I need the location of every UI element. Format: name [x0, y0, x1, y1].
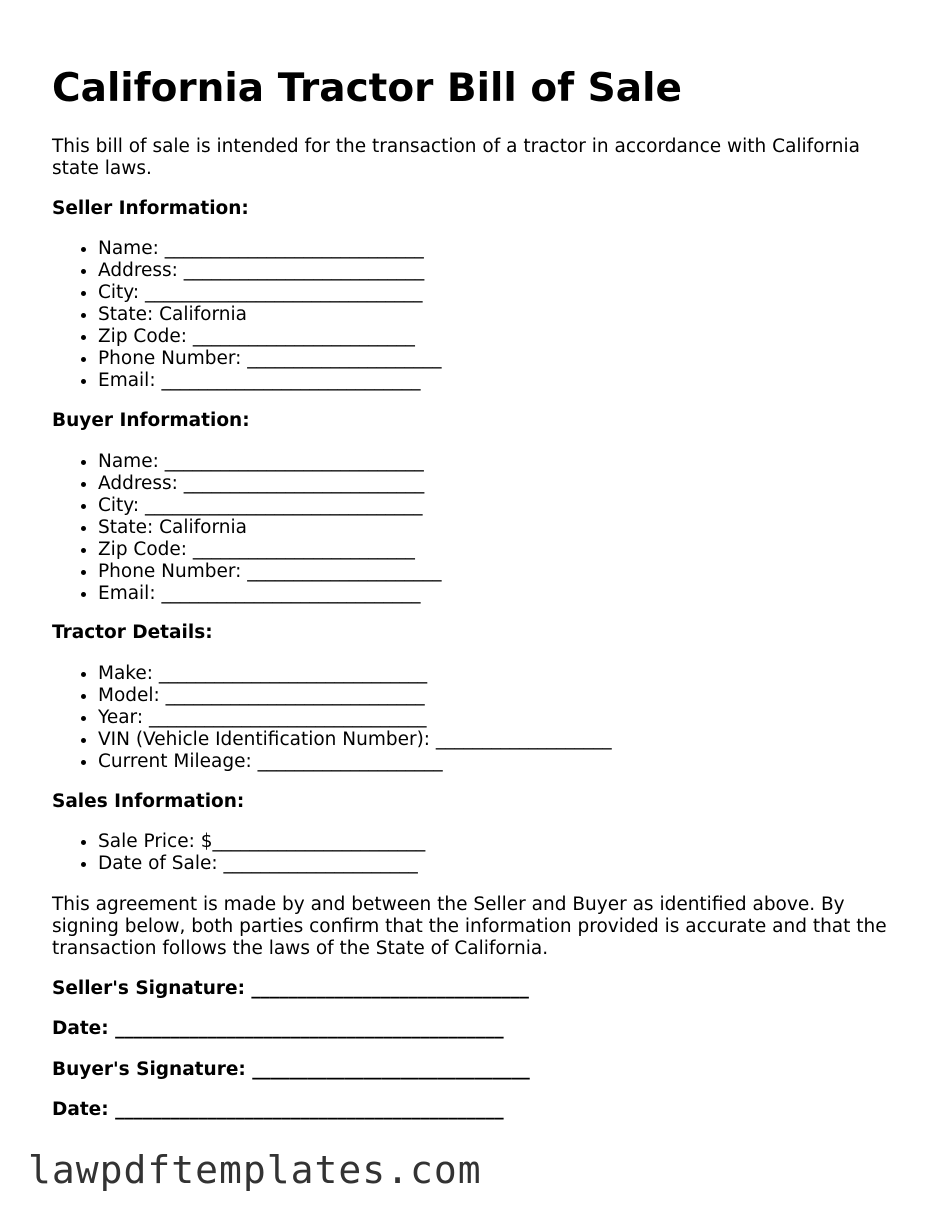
- agreement-paragraph: This agreement is made by and between the Seller and Buyer as identified above. By signing below, both parties confirm that the information provided is accurate and that the transaction follows the laws of the State of California.: [52, 894, 887, 959]
- seller-phone-field: • Phone Number: _____________________: [98, 348, 442, 370]
- sale-price-field: • Sale Price: $_______________________: [98, 831, 425, 853]
- sales-heading: Sales Information:: [52, 791, 245, 812]
- seller-city-field: • City: ______________________________: [98, 282, 442, 304]
- tractor-vin-field: • VIN (Vehicle Identification Number): ___________________: [98, 729, 612, 751]
- seller-zip-field: • Zip Code: ________________________: [98, 326, 442, 348]
- buyer-email-field: • Email: ____________________________: [98, 583, 442, 605]
- tractor-mileage-field: • Current Mileage: ____________________: [98, 751, 612, 773]
- seller-signature-line: Seller's Signature: ______________________________: [52, 978, 529, 999]
- buyer-zip-field: • Zip Code: ________________________: [98, 539, 442, 561]
- buyer-state-field: • State: California: [98, 517, 442, 539]
- intro-paragraph: This bill of sale is intended for the transaction of a tractor in accordance with California state laws.: [52, 136, 860, 179]
- tractor-heading: Tractor Details:: [52, 622, 213, 643]
- site-watermark: lawpdftemplates.com: [28, 1148, 482, 1192]
- sale-date-field: • Date of Sale: _____________________: [98, 853, 425, 875]
- buyer-phone-field: • Phone Number: _____________________: [98, 561, 442, 583]
- document-title: California Tractor Bill of Sale: [52, 66, 682, 111]
- buyer-name-field: • Name: ____________________________: [98, 451, 442, 473]
- seller-fields-list: [52, 238, 442, 392]
- seller-state-field: • State: California: [98, 304, 442, 326]
- seller-name-field: • Name: ____________________________: [98, 238, 442, 260]
- seller-date-line: Date: __________________________________________: [52, 1018, 504, 1039]
- buyer-signature-line: Buyer's Signature: ______________________________: [52, 1059, 530, 1080]
- buyer-fields-list: [52, 451, 442, 605]
- seller-address-field: • Address: __________________________: [98, 260, 442, 282]
- buyer-address-field: • Address: __________________________: [98, 473, 442, 495]
- seller-heading: Seller Information:: [52, 198, 249, 219]
- tractor-fields-list: [52, 663, 612, 773]
- buyer-date-line: Date: __________________________________________: [52, 1099, 504, 1120]
- buyer-city-field: • City: ______________________________: [98, 495, 442, 517]
- seller-email-field: • Email: ____________________________: [98, 370, 442, 392]
- sales-fields-list: [52, 831, 425, 875]
- tractor-model-field: • Model: ____________________________: [98, 685, 612, 707]
- tractor-year-field: • Year: ______________________________: [98, 707, 612, 729]
- buyer-heading: Buyer Information:: [52, 410, 250, 431]
- tractor-make-field: • Make: _____________________________: [98, 663, 612, 685]
